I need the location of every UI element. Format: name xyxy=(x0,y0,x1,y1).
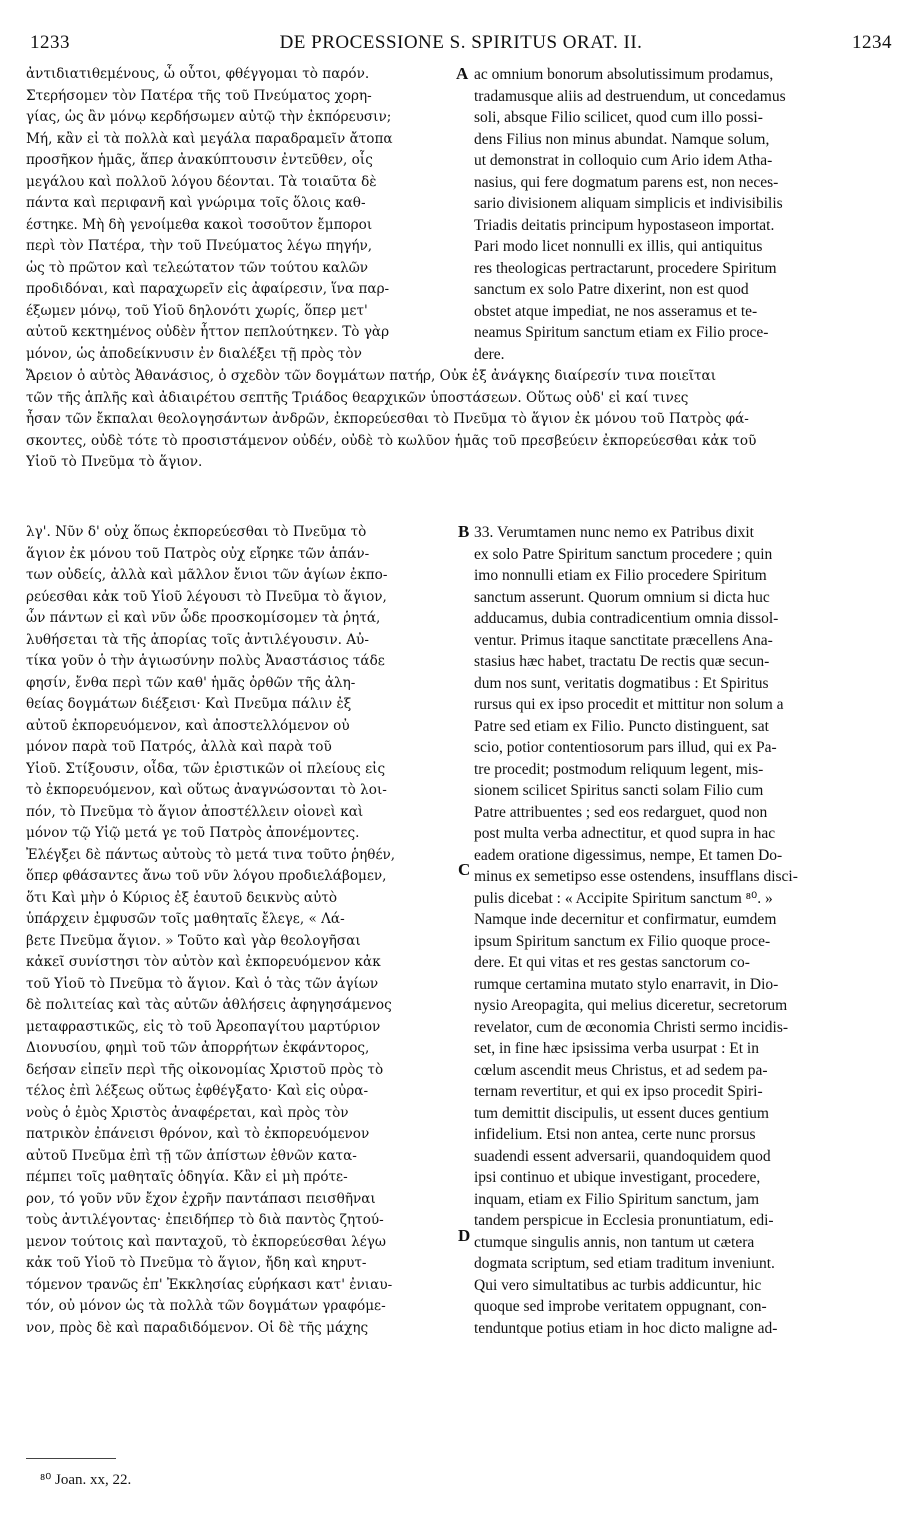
text-line: cœlum ascendit meus Christus, et ad sedem pa- xyxy=(474,1061,768,1079)
text-line: τίκα γοῦν ὁ τὴν ἁγιωσύνην πολὺς Ἀναστάσιος τάδε xyxy=(26,653,385,669)
text-line: tenduntque potius etiam in hoc dicto maligne ad- xyxy=(474,1319,778,1337)
text-line: tre procedit; postmodum reliquum legent, mis- xyxy=(474,760,764,778)
text-line: Υἱοῦ τὸ Πνεῦμα τὸ ἅγιον. xyxy=(26,454,203,470)
text-line: τῶν τῆς ἁπλῆς καὶ ἀδιαιρέτου σεπτῆς Τριάδος θεαρχικῶν ὑποστάσεων. Οὕτως οὐδ' εἰ καί τινες xyxy=(26,389,689,406)
text-line: τόμενον τρανῶς ἐπ' Ἐκκλησίας εὑρήκασι κατ' ἐνιαυ- xyxy=(26,1276,393,1293)
text-line: ctumque singulis annis, non tantum ut cætera xyxy=(474,1233,755,1251)
text-line: set, in fine hæc ipsissima verba usurpat : Et in xyxy=(474,1040,759,1057)
text-line: soli, absque Filio scilicet, quod cum illo possi- xyxy=(474,109,763,126)
text-line: Στερήσομεν τὸν Πατέρα τῆς τοῦ Πνεύματος χορη- xyxy=(26,87,372,104)
text-line: scio, potior contentiosorum pars illud, qui ex Pa- xyxy=(474,739,777,756)
text-line: Υἱοῦ. Στίξουσιν, οἶδα, τῶν ἐριστικῶν οἱ πλείους εἰς xyxy=(26,760,386,777)
text-line: των οὐδείς, ἀλλὰ καὶ μᾶλλον ἔνιοι τῶν ἁγίων ἐκπο- xyxy=(26,567,388,583)
text-line: Namque inde decernitur et confirmatur, eumdem xyxy=(474,911,777,928)
text-line: ex solo Patre Spiritum sanctum procedere ; quin xyxy=(474,545,773,563)
text-line: ventur. Primus itaque sanctitate præcellens Ana- xyxy=(474,631,773,649)
text-line: αὐτοῦ ἐκπορευόμενον, καὶ ἀποστελλόμενον οὐ xyxy=(26,717,350,734)
text-line: Patre attribuentes ; sed eos redarguet, quod non xyxy=(474,803,768,821)
text-line: tum demittit discipulis, ut essent duces gentium xyxy=(474,1104,769,1122)
text-line: λγ'. Νῦν δ' οὐχ ὅπως ἐκπορεύεσθαι τὸ Πνεῦμα τὸ xyxy=(26,524,367,540)
text-line: ὧν πάντων εἰ καὶ νῦν ὧδε προσκομίσομεν τὰ ῥητά, xyxy=(26,610,381,626)
greek-full-width-passage xyxy=(26,366,892,474)
margin-marker-c: C xyxy=(458,860,471,879)
text-line: κἀκ τοῦ Υἱοῦ τὸ Πνεῦμα τὸ ἅγιον, ἤδη καὶ κηρυτ- xyxy=(26,1255,367,1271)
text-line: Ἐλέγξει δὲ πάντως αὐτοὺς τὸ μετά τινα τοῦτο ῥηθέν, xyxy=(26,846,396,863)
text-line: nysio Areopagita, qui melius diceretur, secretorum xyxy=(474,997,788,1014)
text-line: tandem perspicue in Ecclesia pronuntiatum, edi- xyxy=(474,1212,774,1229)
running-title: DE PROCESSIONE S. SPIRITUS ORAT. II. xyxy=(279,32,643,53)
text-line: σκοντες, οὐδὲ τότε τὸ προσιστάμενον οὐδέν, οὐδὲ τὸ κωλῦον ἡμᾶς τοῦ πρεσβεύειν ἐκπορεύεσθαι κἀκ τοῦ xyxy=(26,432,757,449)
text-line: dere. Et qui vitas et res gestas sanctorum co- xyxy=(474,954,750,971)
text-line: ipsi continuo et ubique investigant, procedere, xyxy=(474,1169,761,1186)
text-line: neamus Spiritum sanctum etiam ex Filio proce- xyxy=(474,324,769,341)
text-line: sionem scilicet Spiritus sancti solam Filio cum xyxy=(474,782,764,799)
text-line: ὡς τὸ πρῶτον καὶ τελεώτατον τῶν τούτου καλῶν xyxy=(26,259,369,276)
text-line: Ἄρειον ὁ αὐτὸς Ἀθανάσιος, ὁ σχεδὸν τῶν δογμάτων πατήρ, Οὐκ ἐξ ἀνάγκης διαίρεσίν τινα ποιεῖται xyxy=(26,368,717,384)
text-line: adducamus, dubia contradicentium omnia dissol- xyxy=(474,610,779,627)
text-line: προσῆκον ἡμᾶς, ἅπερ ἀνακύπτουσιν ἐντεῦθεν, οἷς xyxy=(26,152,373,168)
text-line: ut demonstrat in colloquio cum Ario idem Atha- xyxy=(474,152,773,169)
text-line: dum nos sunt, veritatis dogmatibus : Et Spiritus xyxy=(474,674,769,692)
text-line: minus ex semetipso esse ostendens, insufflans disci- xyxy=(474,868,798,885)
text-line: φησίν, ἔνθα περὶ τῶν καθ' ἡμᾶς ὀρθῶν τῆς ἀλη- xyxy=(26,674,356,691)
text-line: sario divisionem aliquam simplicis et indivisibilis xyxy=(474,195,783,212)
text-line: ac omnium bonorum absolutissimum prodamus, xyxy=(474,66,774,83)
text-line: dogmata scriptum, sed etiam traditum inveniunt. xyxy=(474,1255,775,1272)
text-line: βετε Πνεῦμα ἅγιον. » Τοῦτο καὶ γὰρ θεολογῆσαι xyxy=(26,932,361,949)
text-line: μόνον παρὰ τοῦ Πατρός, ἀλλὰ καὶ παρὰ τοῦ xyxy=(26,739,332,755)
margin-marker-b: B xyxy=(458,522,470,541)
text-line: ρεύεσθαι κἀκ τοῦ Υἱοῦ λέγουσι τὸ Πνεῦμα τὸ ἅγιον, xyxy=(26,588,387,605)
text-line: πέμπει τοῖς μαθηταῖς ὁδηγία. Κἂν εἰ μὴ πρότε- xyxy=(26,1169,348,1185)
text-line: res theologicas pertractarunt, procedere Spiritum xyxy=(474,259,777,277)
footnote-rule xyxy=(26,1458,116,1459)
text-line: Patre sed etiam ex Filio. Puncto distinguent, sat xyxy=(474,717,769,735)
page-number-left: 1233 xyxy=(30,32,70,53)
text-line: νοὺς ὁ ἐμὸς Χριστὸς ἀναφέρεται, καὶ πρὸς τὸν xyxy=(26,1104,349,1121)
text-line: Διονυσίου, φημὶ τοῦ τῶν ἀπορρήτων ἐκφάντορος, xyxy=(26,1040,370,1056)
text-line: ἀντιδιατιθεμένους, ὦ οὗτοι, φθέγγομαι τὸ παρόν. xyxy=(26,66,370,82)
text-line: δεήσαν εἰπεῖν περὶ τῆς οἰκονομίας Χριστοῦ πρὸς τὸ xyxy=(26,1061,384,1078)
text-line: ἦσαν τῶν ἔκπαλαι θεολογησάντων ἀνδρῶν, ἐκπορεύεσθαι τὸ Πνεῦμα τὸ ἅγιον ἐκ μόνου τοῦ Πατρὸς φά- xyxy=(26,411,749,427)
text-line: rursus qui ex ipso procedit et mittitur non solum a xyxy=(474,696,784,713)
text-line: τοῦ Υἱοῦ τὸ Πνεῦμα τὸ ἅγιον. Καὶ ὁ τὰς τῶν ἁγίων xyxy=(26,975,379,992)
text-line: μεταφραστικῶς, εἰς τὸ τοῦ Ἀρεοπαγίτου μαρτύριον xyxy=(26,1018,381,1035)
margin-marker-d: D xyxy=(458,1226,471,1245)
text-line: tradamusque aliis ad destruendum, ut concedamus xyxy=(474,87,786,105)
text-line: obstet atque impediat, ne nos asseramus et te- xyxy=(474,302,758,320)
text-line: έξωμεν μόνῳ, τοῦ Υἱοῦ δηλονότι χωρίς, ὅπερ μετ' xyxy=(26,302,368,319)
text-line: πατρικὸν ἐπάνεισι θρόνον, καὶ τὸ ἐκπορευόμενον xyxy=(26,1126,370,1142)
text-line: eadem oratione digessimus, nempe, Et tamen Do- xyxy=(474,846,783,864)
page-number-right: 1234 xyxy=(852,32,892,53)
text-line: Qui vero simultatibus ac turbis addicuntur, hic xyxy=(474,1276,762,1294)
text-line: 33. Verumtamen nunc nemo ex Patribus dixit xyxy=(474,524,754,541)
text-line: αὐτοῦ κεκτημένος οὐδὲν ἧττον πεπλούτηκεν. Τὸ γὰρ xyxy=(26,324,390,340)
text-line: dens Filius non minus abundat. Namque solum, xyxy=(474,130,770,148)
text-line: μόνον τῷ Υἱῷ μετά γε τοῦ Πατρὸς ἀπονέμοντες. xyxy=(26,825,360,841)
latin-column-top xyxy=(474,64,892,365)
text-line: Pari modo licet nonnulli ex illis, qui antiquitus xyxy=(474,238,763,255)
text-line: πάντα καὶ περιφανῆ καὶ γνώριμα τοῖς ὅλοις καθ- xyxy=(26,195,366,211)
text-line: τοὺς ἀντιλέγοντας· ἐπειδήπερ τὸ διὰ παντὸς ζητού- xyxy=(26,1212,384,1228)
latin-column-bottom xyxy=(474,522,892,1339)
text-line: κἀκεῖ συνίστησι τὸν αὐτὸν καὶ ἐκπορευόμενον κἀκ xyxy=(26,954,381,970)
text-line: θείας δογμάτων διέξεισι· Καὶ Πνεῦμα πάλιν ἐξ xyxy=(26,696,352,712)
text-line: προδιδόναι, καὶ παραχωρεῖν εἰς ἀφαίρεσιν, ἵνα παρ- xyxy=(26,281,390,297)
text-line: sanctum ex solo Patre dixerint, non est quod xyxy=(474,281,749,298)
text-line: ipsum Spiritum sanctum ex Filio quoque proce- xyxy=(474,932,771,950)
text-line: inquam, etiam ex Filio Spiritum sanctum, jam xyxy=(474,1190,759,1208)
text-line: suadendi essent adversarii, quandoquidem quod xyxy=(474,1147,771,1165)
text-line: πόν, τὸ Πνεῦμα τὸ ἅγιον ἀποστέλλειν οἰονεὶ καὶ xyxy=(26,803,364,820)
text-line: Μή, κἂν εἰ τὰ πολλὰ καὶ μεγάλα παραδραμεῖν ἄτοπα xyxy=(26,130,393,147)
text-line: έστηκε. Μὴ δὴ γενοίμεθα κακοὶ τοσοῦτον ἔμποροι xyxy=(26,216,373,233)
text-line: infidelium. Etsi non antea, certe nunc prorsus xyxy=(474,1126,756,1143)
text-line: quoque sed improbe veritatem oppugnant, con- xyxy=(474,1298,767,1315)
text-line: nasius, qui fere dogmatum parens est, non neces- xyxy=(474,173,779,191)
text-line: τὸ ἐκπορευόμενον, καὶ οὕτως ἀναγνώσονται τὸ λοι- xyxy=(26,782,387,798)
margin-marker-a: A xyxy=(456,64,469,83)
text-line: stasius hæc habet, tractatu De rectis quæ secun- xyxy=(474,653,770,670)
text-line: αὐτοῦ Πνεῦμα ἐπὶ τῇ τῶν ἀπίστων ἐθνῶν κατα- xyxy=(26,1147,357,1164)
text-line: μεγάλου καὶ πολλοῦ λόγου δέονται. Τὰ τοιαῦτα δὲ xyxy=(26,173,377,190)
greek-column-bottom xyxy=(26,522,456,1339)
text-line: revelator, cum de œconomia Christi sermo incidis- xyxy=(474,1018,789,1036)
text-line: sanctum asserunt. Quorum omnium si dicta huc xyxy=(474,588,770,606)
text-line: imo nonnulli etiam ex Filio procedere Spiritum xyxy=(474,567,767,584)
page-header xyxy=(30,12,892,52)
text-line: ὑπάρχειν ἐμφυσῶν τοῖς μαθηταῖς ἔλεγε, « Λά- xyxy=(26,911,345,927)
text-line: μενον τούτοις καὶ πανταχοῦ, τὸ ἐκπορεύεσθαι λέγω xyxy=(26,1233,387,1250)
text-line: τέλος ἐπὶ λέξεως οὕτως ἐφθέγξατο· Καὶ εἰς οὐρα- xyxy=(26,1083,369,1099)
text-line: pulis dicebat : « Accipite Spiritum sanctum ⁸⁰. » xyxy=(474,889,773,907)
text-line: τόν, οὐ μόνον ὡς τὰ πολλὰ τῶν δογμάτων γραφόμε- xyxy=(26,1298,386,1314)
text-line: ἅγιον ἐκ μόνου τοῦ Πατρὸς οὐχ εἴρηκε τῶν ἁπάν- xyxy=(26,545,370,562)
text-line: νον, πρὸς δὲ καὶ παραδιδόμενον. Οἱ δὲ τῆς μάχης xyxy=(26,1319,369,1336)
text-line: Triadis deitatis principum hypostaseon importat. xyxy=(474,216,775,234)
text-line: μόνον, ὡς ἀποδείκνυσιν ἐν διαλέξει τῇ πρὸς τὸν xyxy=(26,345,362,362)
greek-column-top xyxy=(26,64,456,365)
text-line: δὲ πολιτείας καὶ τὰς αὐτῶν ἀθλήσεις ἀφηγησάμενος xyxy=(26,997,392,1013)
text-line: ternam revertitur, et qui ex ipso procedit Spiri- xyxy=(474,1083,763,1100)
text-line: γίας, ὡς ἂν μόνῳ κερδήσωμεν αὐτῷ τὴν ἐκπόρευσιν; xyxy=(26,109,392,125)
text-line: rumque certamina mutato stylo enarravit, in Dio- xyxy=(474,975,779,993)
text-line: ὅπερ φθάσαντες ἄνω τοῦ νῦν λόγου προδιελάβομεν, xyxy=(26,868,387,884)
text-line: λυθήσεται τὰ τῆς ἀπορίας τοῖς ἀντιλέγουσιν. Αὐ- xyxy=(26,631,369,648)
text-line: περὶ τὸν Πατέρα, τὴν τοῦ Πνεύματος λέγω πηγήν, xyxy=(26,238,373,254)
footnote: ⁸⁰ Joan. xx, 22. xyxy=(40,1472,132,1488)
text-line: dere. xyxy=(474,345,505,363)
text-line: ὅτι Καὶ μὴν ὁ Κύριος ἐξ ἑαυτοῦ δεικνὺς αὐτὸ xyxy=(26,889,338,906)
text-line: ρον, τό γοῦν νῦν ἔχον ἐχρῆν παντάπασι πεισθῆναι xyxy=(26,1190,376,1207)
text-line: post multa verba adnectitur, et quod supra in hac xyxy=(474,825,776,842)
